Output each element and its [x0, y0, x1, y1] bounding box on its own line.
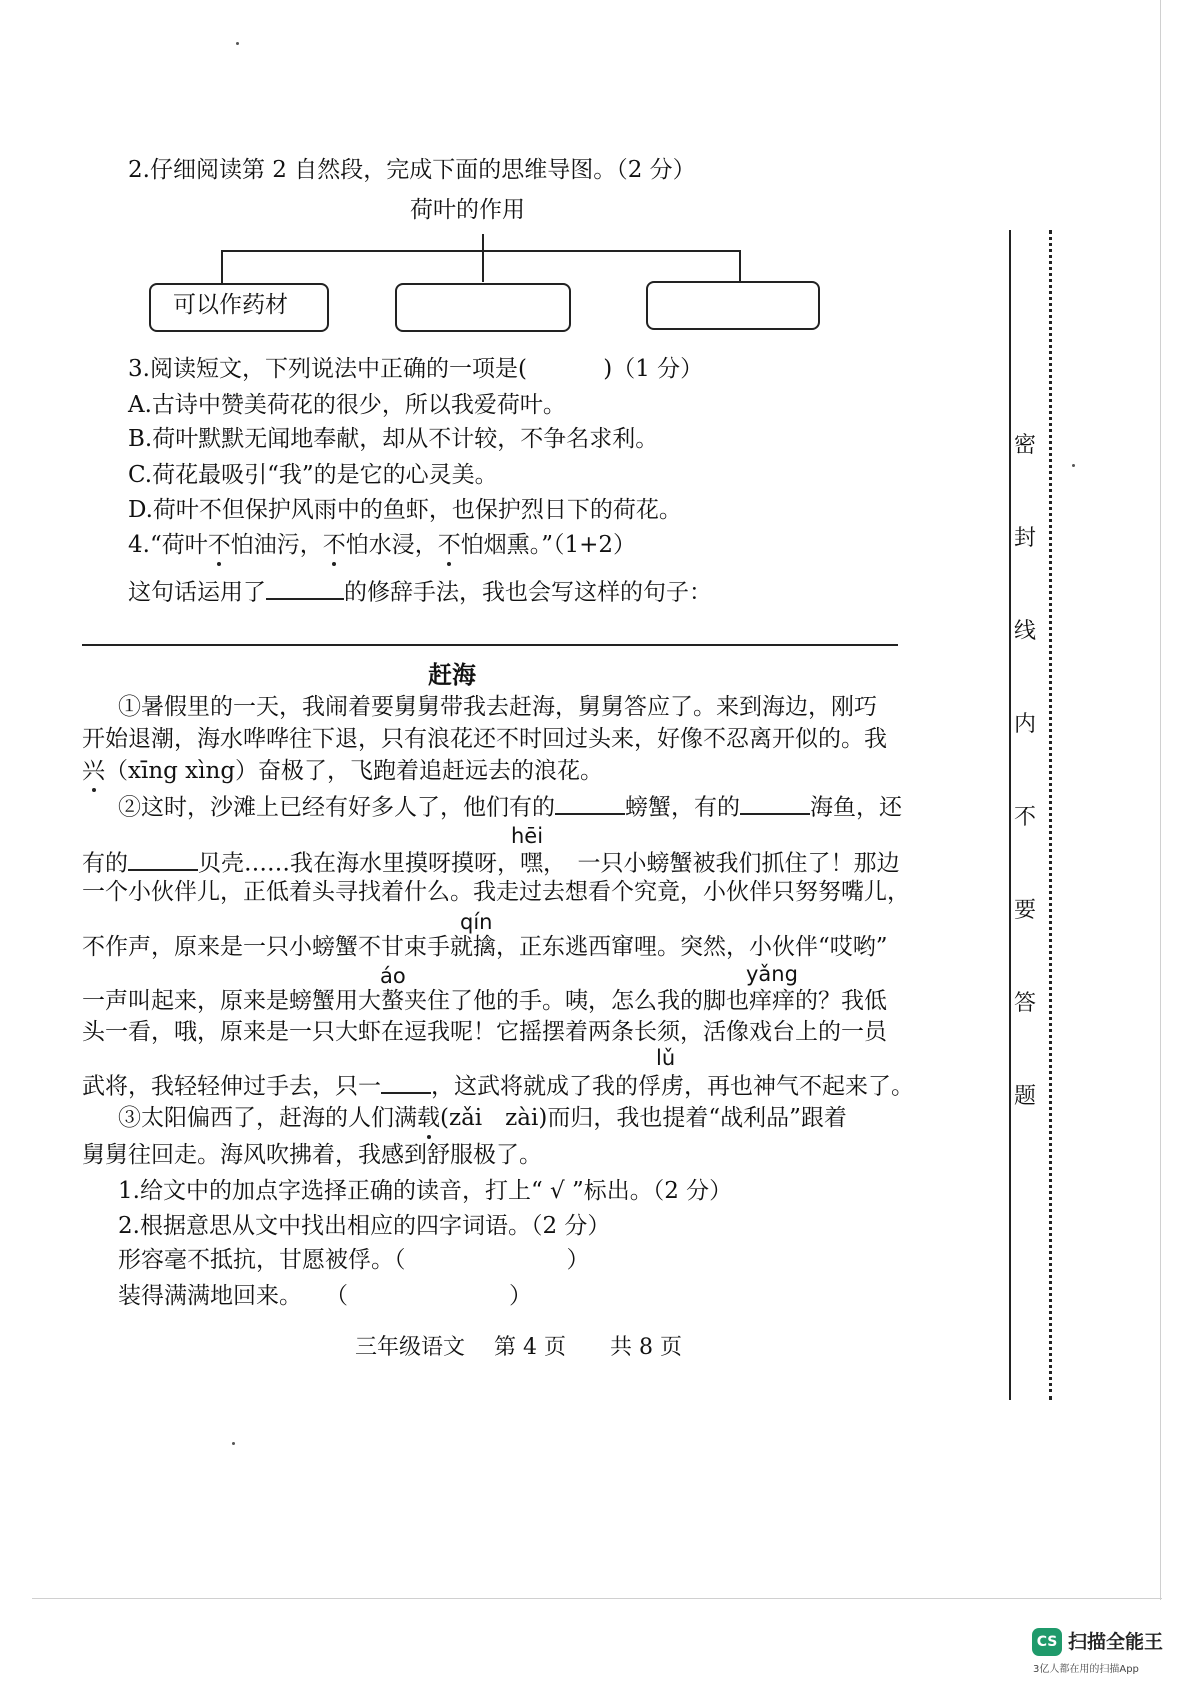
- scanner-watermark: [1032, 1628, 1182, 1678]
- q2-prompt: 2.仔细阅读第 2 自然段，完成下面的思维导图。（2 分）: [128, 157, 696, 183]
- q4-part: 怕烟熏。”（1+2）: [460, 532, 636, 558]
- passage-p2-line3: 一个小伙伴儿，正低着头寻找着什么。我走过去想看个究竟，小伙伴只努努嘴儿，: [82, 879, 910, 905]
- seal-char: 内: [1013, 712, 1036, 737]
- passage-q2-item-b: 装得满满地回来。 （ ）: [118, 1283, 532, 1309]
- seal-char: 密: [1013, 433, 1036, 458]
- q3-option-c: C.荷花最吸引“我”的是它的心灵美。: [128, 462, 498, 488]
- section-divider: [82, 644, 898, 646]
- passage-q1: 1.给文中的加点字选择正确的读音，打上“ √ ”标出。（2 分）: [118, 1178, 733, 1204]
- q4-line-before: 这句话运用了: [128, 579, 266, 606]
- text-run: ②这时，沙滩上已经有好多人了，他们有的: [118, 794, 555, 821]
- mindmap-stem: [482, 234, 484, 282]
- mindmap-box-1: [149, 283, 329, 332]
- passage-p2-line5: 一声叫起来，原来是螃蟹用大螯夹住了他的手。咦，怎么我的脚也痒痒的？我低: [82, 988, 887, 1014]
- q3-prompt: 3.阅读短文，下列说法中正确的一项是( )（1 分）: [128, 356, 704, 382]
- passage-title: 赶海: [428, 660, 476, 689]
- page-edge-bottom: [32, 1598, 1162, 1599]
- q4-answer-line: [128, 577, 712, 608]
- text-run: 有的: [82, 850, 128, 877]
- text-run: (zǎi zài)而归，我也提着“战利品”跟着: [440, 1105, 847, 1131]
- q4-line-after: 的修辞手法，我也会写这样的句子：: [344, 579, 712, 606]
- q3-option-b: B.荷叶默默无闻地奉献，却从不计较，不争名求利。: [128, 426, 659, 452]
- page-edge-right: [1160, 0, 1161, 1600]
- pinyin-lu: lǔ: [656, 1046, 676, 1070]
- text-run: 海鱼，还: [810, 794, 902, 821]
- q3-option-d: D.荷叶不但保护风雨中的鱼虾，也保护烈日下的荷花。: [128, 497, 682, 523]
- passage-q2-item-a: 形容毫不抵抗，甘愿被俘。（ ）: [118, 1247, 590, 1273]
- mindmap-branch-bar: [221, 250, 741, 252]
- watermark-app-name: 扫描全能王: [1068, 1631, 1164, 1653]
- mindmap-box-2[interactable]: [395, 283, 571, 332]
- mindmap-branch-left: [221, 250, 223, 284]
- seal-char: 要: [1013, 898, 1036, 923]
- seal-char: 题: [1013, 1084, 1036, 1109]
- text-run: ，这武将就成了我的俘虏，再也神气不起来了。: [431, 1073, 914, 1100]
- scan-speck: [232, 1442, 235, 1445]
- text-run: 贝壳……我在海水里摸呀摸呀，嘿， 一只小螃蟹被我们抓住了！那边: [198, 850, 900, 877]
- mindmap-box-1-text: 可以作药材: [173, 292, 288, 318]
- fill-blank[interactable]: [740, 792, 810, 815]
- watermark-tagline: 3亿人都在用的扫描App: [1033, 1664, 1139, 1675]
- seal-line-dotted: [1049, 230, 1052, 1400]
- pinyin-ao: áo: [380, 964, 406, 988]
- seal-char: 不: [1013, 805, 1036, 830]
- seal-char: 封: [1013, 526, 1036, 551]
- scan-speck: [236, 42, 239, 45]
- q4-prefix: 4.“荷叶: [128, 532, 208, 558]
- seal-char: 线: [1013, 619, 1036, 644]
- pinyin-yang: yǎng: [746, 962, 798, 986]
- passage-p1-line3-rest: （xīng xìng）奋极了，飞跑着追赶远去的浪花。: [105, 758, 604, 784]
- camscanner-logo-icon: CS: [1032, 1628, 1062, 1656]
- passage-p2-line2: [82, 848, 900, 879]
- passage-p3-line1: [118, 1103, 847, 1133]
- passage-p2-line7: [82, 1071, 914, 1102]
- dotted-char-zai: 载: [417, 1105, 440, 1131]
- pinyin-qin: qín: [460, 910, 493, 934]
- q4-part: 怕水浸，: [345, 532, 438, 558]
- fill-blank[interactable]: [555, 792, 625, 815]
- mindmap-title: 荷叶的作用: [410, 197, 525, 223]
- text-run: ③太阳偏西了，赶海的人们满: [118, 1105, 417, 1131]
- passage-p1-line2: 开始退潮，海水哗哗往下退，只有浪花还不时回过头来，好像不忍离开似的。我: [82, 726, 887, 752]
- fill-blank[interactable]: [128, 848, 198, 871]
- passage-p2-line1: [118, 792, 902, 823]
- q4-part: 怕油污，: [230, 532, 323, 558]
- text-run: 螃蟹，有的: [625, 794, 740, 821]
- passage-p1-line3: [82, 756, 603, 786]
- dotted-char-xing: 兴: [82, 758, 105, 784]
- page-footer: 三年级语文 第 4 页 共 8 页: [355, 1335, 682, 1360]
- q4-dotted-char: 不: [207, 532, 231, 558]
- q4-dotted-char: 不: [437, 532, 461, 558]
- text-run: 武将，我轻轻伸过手去，只一: [82, 1073, 381, 1100]
- q3-option-a: A.古诗中赞美荷花的很少，所以我爱荷叶。: [128, 392, 566, 418]
- scan-speck: [1072, 464, 1075, 467]
- seal-char: 答: [1013, 991, 1036, 1016]
- q4-rhetoric-blank[interactable]: [266, 577, 344, 600]
- passage-q2: 2.根据意思从文中找出相应的四字词语。（2 分）: [118, 1213, 611, 1239]
- mindmap-box-3[interactable]: [646, 281, 820, 330]
- passage-p3-line2: 舅舅往回走。海风吹拂着，我感到舒服极了。: [82, 1142, 542, 1168]
- pinyin-hei: hēi: [511, 824, 544, 848]
- mindmap-branch-right: [739, 250, 741, 281]
- passage-p1-line1: ①暑假里的一天，我闹着要舅舅带我去赶海，舅舅答应了。来到海边，刚巧: [118, 694, 877, 720]
- passage-p2-line6: 头一看，哦，原来是一只大虾在逗我呢！它摇摆着两条长须，活像戏台上的一员: [82, 1019, 887, 1045]
- q4-dotted-char: 不: [322, 532, 346, 558]
- passage-p2-line4: 不作声，原来是一只小螃蟹不甘束手就擒，正东逃西窜哩。突然，小伙伴“哎哟”: [82, 934, 888, 960]
- fill-blank[interactable]: [381, 1071, 431, 1094]
- q4-prompt: [128, 530, 636, 560]
